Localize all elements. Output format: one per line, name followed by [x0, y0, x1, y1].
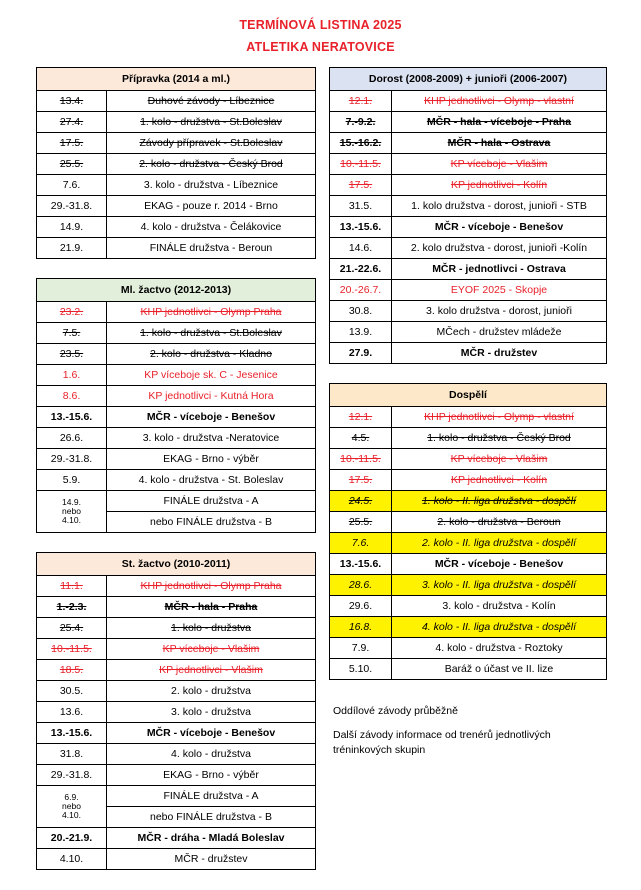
table-row: [37, 112, 316, 133]
date-cell: 8.6.: [37, 386, 107, 407]
event-cell: Duhové závody - Líbeznice: [107, 91, 316, 112]
event-cell: MČR - družstev: [107, 849, 316, 870]
event-cell: KP víceboje sk. C - Jesenice: [107, 365, 316, 386]
event-cell: 4. kolo - II. liga družstva - dospělí: [392, 617, 607, 638]
event-cell: KP jednotlivci - Vlašim: [107, 660, 316, 681]
table-row: [37, 849, 316, 870]
date-cell: 12.1.: [330, 91, 392, 112]
table-row: [37, 723, 316, 744]
date-cell: 23.5.: [37, 344, 107, 365]
table-row: [330, 638, 607, 659]
table-pripravka: [36, 67, 316, 259]
date-cell: 29.-31.8.: [37, 449, 107, 470]
event-cell: 1. kolo - II. liga družstva - dospělí: [392, 491, 607, 512]
table-row: [330, 470, 607, 491]
table-row: [37, 196, 316, 217]
table-mladsi-zactvo: [36, 278, 316, 533]
date-cell: 12.1.: [330, 407, 392, 428]
table-title: St. žactvo (2010-2011): [37, 553, 316, 576]
event-cell: KP víceboje - Vlašim: [107, 639, 316, 660]
event-cell: KHP jednotlivci - Olymp - vlastní: [392, 91, 607, 112]
date-cell: 7.6.: [330, 533, 392, 554]
event-cell: 3. kolo družstva - dorost, junioři: [392, 301, 607, 322]
event-cell: 3. kolo - družstva - Kolín: [392, 596, 607, 617]
page-title: TERMÍNOVÁ LISTINA 2025: [239, 18, 402, 32]
table-row: [330, 596, 607, 617]
event-cell: EYOF 2025 - Skopje: [392, 280, 607, 301]
event-cell: MČR - hala - víceboje - Praha: [392, 112, 607, 133]
event-cell: MČR - víceboje - Benešov: [392, 554, 607, 575]
date-cell: 16.8.: [330, 617, 392, 638]
table-row: [330, 217, 607, 238]
date-cell: 14.9.: [37, 217, 107, 238]
table-row: [37, 365, 316, 386]
event-cell: 1. kolo - družstva - St.Boleslav: [107, 112, 316, 133]
event-cell: nebo FINÁLE družstva - B: [107, 807, 316, 828]
event-cell: 3. kolo - II. liga družstva - dospělí: [392, 575, 607, 596]
date-cell: 25.5.: [330, 512, 392, 533]
event-cell: 4. kolo - družstva - Čelákovice: [107, 217, 316, 238]
table-row: [330, 112, 607, 133]
table-row: [37, 449, 316, 470]
date-cell: 25.5.: [37, 154, 107, 175]
event-cell: EKAG - Brno - výběr: [107, 765, 316, 786]
date-cell: 30.8.: [330, 301, 392, 322]
table-starsi-zactvo: [36, 552, 316, 870]
event-cell: MČR - hala - Praha: [107, 597, 316, 618]
date-cell: 13.-15.6.: [330, 217, 392, 238]
date-cell: 14.9. nebo 4.10.: [37, 491, 107, 533]
event-cell: MČR - víceboje - Benešov: [107, 407, 316, 428]
table-dospeli: [329, 383, 607, 680]
event-cell: 3. kolo - družstva - Líbeznice: [107, 175, 316, 196]
table-row: [330, 533, 607, 554]
date-cell: 27.4.: [37, 112, 107, 133]
table-row: [330, 175, 607, 196]
table-row: [330, 617, 607, 638]
date-cell: 17.5.: [330, 175, 392, 196]
date-cell: 5.10.: [330, 659, 392, 680]
event-cell: KP jednotlivci - Kolín: [392, 175, 607, 196]
date-cell: 25.4.: [37, 618, 107, 639]
event-cell: 3. kolo - družstva: [107, 702, 316, 723]
event-cell: 2. kolo - družstva - Beroun: [392, 512, 607, 533]
date-cell: 23.2.: [37, 302, 107, 323]
table-row: [330, 91, 607, 112]
date-cell: 28.6.: [330, 575, 392, 596]
table-row: [37, 386, 316, 407]
date-cell: 4.5.: [330, 428, 392, 449]
event-cell: MČR - družstev: [392, 343, 607, 364]
date-cell: 1.6.: [37, 365, 107, 386]
date-cell: 13.6.: [37, 702, 107, 723]
event-cell: 3. kolo - družstva -Neratovice: [107, 428, 316, 449]
date-cell: 18.5.: [37, 660, 107, 681]
date-cell: 31.5.: [330, 196, 392, 217]
event-cell: 2. kolo - družstva - Kladno: [107, 344, 316, 365]
date-cell: 17.5.: [37, 133, 107, 154]
date-cell: 24.5.: [330, 491, 392, 512]
table-row: [330, 196, 607, 217]
date-cell: 15.-16.2.: [330, 133, 392, 154]
date-cell: 13.4.: [37, 91, 107, 112]
table-row: [37, 217, 316, 238]
table-dorost-juniori: [329, 67, 607, 364]
table-row: [330, 133, 607, 154]
event-cell: Závody přípravek - St.Boleslav: [107, 133, 316, 154]
date-cell: 17.5.: [330, 470, 392, 491]
table-row: [330, 343, 607, 364]
table-row: [37, 765, 316, 786]
date-cell: 7.9.: [330, 638, 392, 659]
event-cell: MČR - hala - Ostrava: [392, 133, 607, 154]
table-row: [330, 280, 607, 301]
table-row: [37, 175, 316, 196]
table-row: [37, 639, 316, 660]
table-row: [37, 702, 316, 723]
date-cell: 10.-11.5.: [37, 639, 107, 660]
date-cell: 29.-31.8.: [37, 196, 107, 217]
event-cell: 1. kolo - družstva: [107, 618, 316, 639]
note-club-races: Oddílové závody průběžně: [333, 705, 458, 717]
table-row: [330, 449, 607, 470]
table-row: [37, 744, 316, 765]
table-row: [37, 407, 316, 428]
event-cell: MČech - družstev mládeže: [392, 322, 607, 343]
date-cell: 7.-9.2.: [330, 112, 392, 133]
event-cell: KP jednotlivci - Kolín: [392, 470, 607, 491]
date-cell: 1.-2.3.: [37, 597, 107, 618]
table-row: [330, 407, 607, 428]
date-cell: 5.9.: [37, 470, 107, 491]
date-cell: 20.-21.9.: [37, 828, 107, 849]
table-row: [37, 576, 316, 597]
page-subtitle: ATLETIKA NERATOVICE: [246, 40, 395, 54]
date-cell: 13.-15.6.: [37, 723, 107, 744]
table-row: [37, 681, 316, 702]
table-row: [330, 154, 607, 175]
table-row: [330, 491, 607, 512]
date-cell: 4.10.: [37, 849, 107, 870]
date-cell: 10.-11.5.: [330, 154, 392, 175]
table-row: [330, 575, 607, 596]
table-row: [37, 828, 316, 849]
table-row: [330, 238, 607, 259]
table-title: Dorost (2008-2009) + junioři (2006-2007): [330, 68, 607, 91]
event-cell: 4. kolo - družstva - Roztoky: [392, 638, 607, 659]
event-cell: Baráž o účast ve II. lize: [392, 659, 607, 680]
date-cell: 11.1.: [37, 576, 107, 597]
table-title: Přípravka (2014 a ml.): [37, 68, 316, 91]
date-cell: 20.-26.7.: [330, 280, 392, 301]
table-title: Ml. žactvo (2012-2013): [37, 279, 316, 302]
table-title: Dospělí: [330, 384, 607, 407]
event-cell: 1. kolo - družstva - St.Boleslav: [107, 323, 316, 344]
event-cell: FINÁLE družstva - A: [107, 786, 316, 807]
table-row: [330, 259, 607, 280]
table-row: [37, 302, 316, 323]
table-row: [330, 322, 607, 343]
table-row: [37, 428, 316, 449]
event-cell: 2. kolo družstva - dorost, junioři -Kolín: [392, 238, 607, 259]
event-cell: EKAG - Brno - výběr: [107, 449, 316, 470]
event-cell: 2. kolo - družstva - Český Brod: [107, 154, 316, 175]
date-cell: 13.9.: [330, 322, 392, 343]
event-cell: FINÁLE družstva - A: [107, 491, 316, 512]
date-cell: 30.5.: [37, 681, 107, 702]
table-row: [37, 470, 316, 491]
table-row: [37, 597, 316, 618]
table-row: [330, 512, 607, 533]
event-cell: 4. kolo - družstva: [107, 744, 316, 765]
table-row: [330, 554, 607, 575]
event-cell: MČR - jednotlivci - Ostrava: [392, 259, 607, 280]
table-row: [37, 660, 316, 681]
event-cell: 1. kolo - družstva - Český Brod: [392, 428, 607, 449]
note-other-races: Další závody informace od trenérů jednotlivých tréninkových skupin: [333, 729, 551, 756]
event-cell: KP víceboje - Vlašim: [392, 154, 607, 175]
event-cell: nebo FINÁLE družstva - B: [107, 512, 316, 533]
table-row: [37, 133, 316, 154]
event-cell: KP víceboje - Vlašim: [392, 449, 607, 470]
date-cell: 27.9.: [330, 343, 392, 364]
event-cell: 1. kolo družstva - dorost, junioři - STB: [392, 196, 607, 217]
table-row: [37, 344, 316, 365]
date-cell: 7.6.: [37, 175, 107, 196]
date-cell: 10.-11.5.: [330, 449, 392, 470]
date-cell: 26.6.: [37, 428, 107, 449]
date-cell: 21.9.: [37, 238, 107, 259]
event-cell: MČR - víceboje - Benešov: [392, 217, 607, 238]
table-row: [37, 323, 316, 344]
event-cell: MČR - dráha - Mladá Boleslav: [107, 828, 316, 849]
table-row: [37, 154, 316, 175]
event-cell: MČR - víceboje - Benešov: [107, 723, 316, 744]
table-row: [37, 618, 316, 639]
table-row: [37, 238, 316, 259]
event-cell: KHP jednotlivci - Olymp Praha: [107, 576, 316, 597]
event-cell: KP jednotlivci - Kutná Hora: [107, 386, 316, 407]
table-row: [330, 428, 607, 449]
date-cell: 29.-31.8.: [37, 765, 107, 786]
event-cell: 4. kolo - družstva - St. Boleslav: [107, 470, 316, 491]
date-cell: 29.6.: [330, 596, 392, 617]
date-cell: 14.6.: [330, 238, 392, 259]
event-cell: 2. kolo - II. liga družstva - dospělí: [392, 533, 607, 554]
event-cell: KHP jednotlivci - Olymp Praha: [107, 302, 316, 323]
table-row: [330, 301, 607, 322]
event-cell: EKAG - pouze r. 2014 - Brno: [107, 196, 316, 217]
event-cell: 2. kolo - družstva: [107, 681, 316, 702]
date-cell: 13.-15.6.: [330, 554, 392, 575]
table-row: [330, 659, 607, 680]
date-cell: 31.8.: [37, 744, 107, 765]
date-cell: 7.5.: [37, 323, 107, 344]
event-cell: KHP jednotlivci - Olymp - vlastní: [392, 407, 607, 428]
date-cell: 6.9. nebo 4.10.: [37, 786, 107, 828]
event-cell: FINÁLE družstva - Beroun: [107, 238, 316, 259]
date-cell: 13.-15.6.: [37, 407, 107, 428]
date-cell: 21.-22.6.: [330, 259, 392, 280]
table-row: [37, 91, 316, 112]
